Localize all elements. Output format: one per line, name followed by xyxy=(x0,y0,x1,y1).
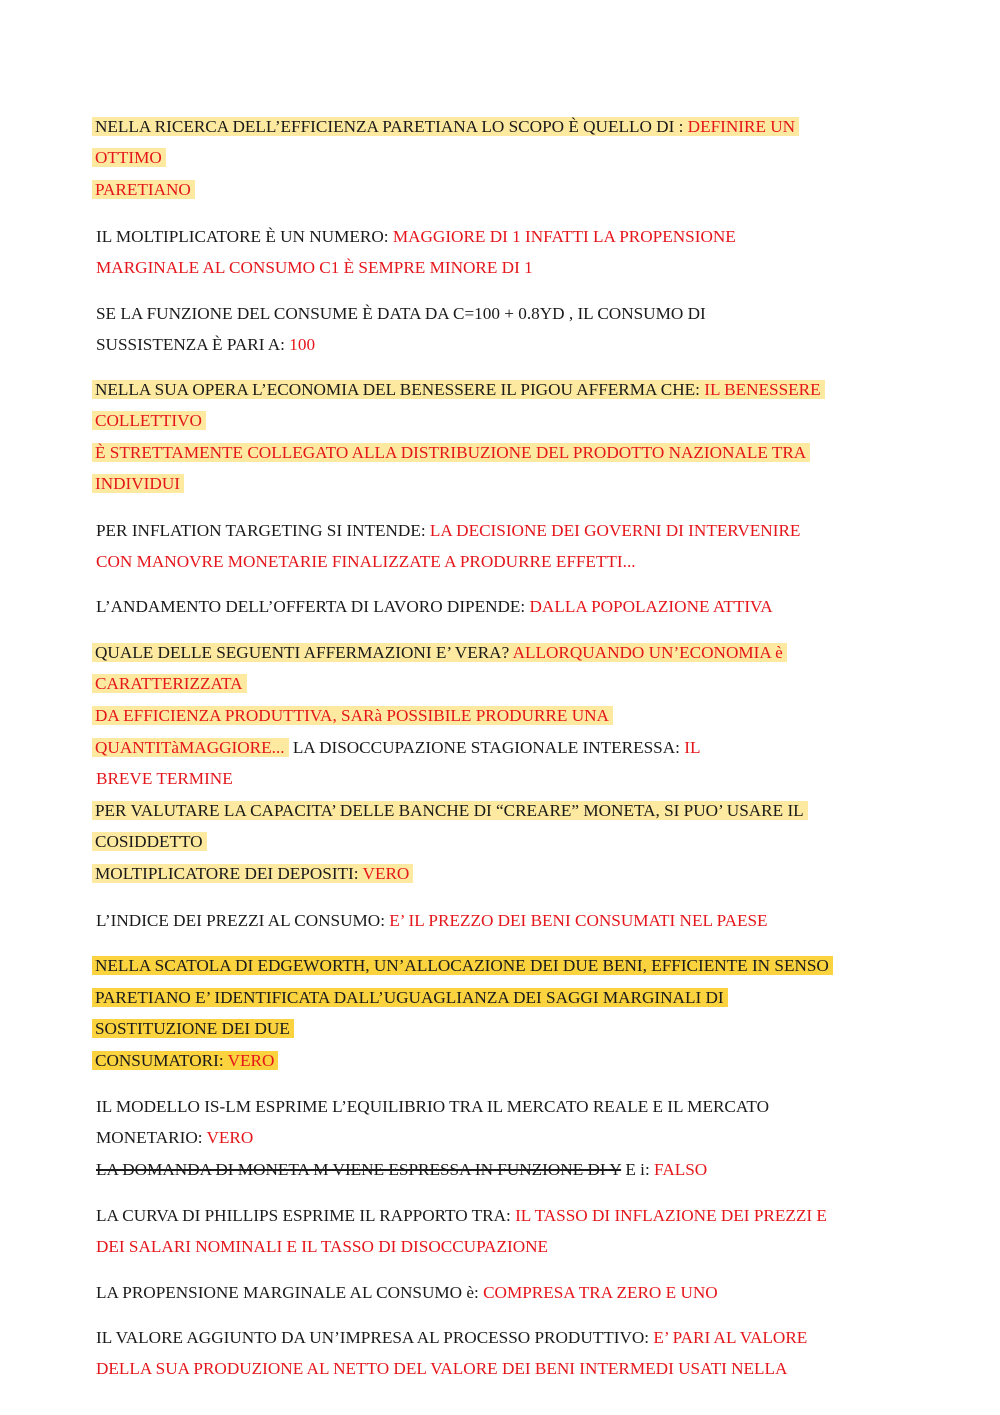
q4-line-2 xyxy=(92,409,206,433)
q8-line-2 xyxy=(96,767,233,791)
q13-question: E i: xyxy=(621,1160,655,1179)
q7-answer-cont: DA EFFICIENZA PRODUTTIVA, SARà POSSIBILE PRODURRE UNA xyxy=(92,706,613,725)
q11-line-4 xyxy=(92,1049,278,1073)
q3-answer: 100 xyxy=(289,335,316,354)
q11-question-cont: SOSTITUZIONE DEI DUE xyxy=(92,1019,294,1038)
q11-highlight xyxy=(92,1051,278,1070)
q7-question: QUALE DELLE SEGUENTI AFFERMAZIONI E’ VERA? xyxy=(95,643,513,662)
q9-question-cont: MOLTIPLICATORE DEI DEPOSITI: xyxy=(95,864,363,883)
q16-question: IL VALORE AGGIUNTO DA UN’IMPRESA AL PROCESSO PRODUTTIVO: xyxy=(96,1328,654,1347)
q8-question: LA DISOCCUPAZIONE STAGIONALE INTERESSA: xyxy=(288,738,685,757)
q3-line-2 xyxy=(96,333,315,357)
q4-highlight xyxy=(92,380,825,399)
q8-answer-cont: BREVE TERMINE xyxy=(96,769,233,788)
q4-answer-cont: COLLETTIVO xyxy=(92,411,206,430)
q4-line-1 xyxy=(92,378,825,402)
q1-line-3 xyxy=(92,178,195,202)
q12-line-1 xyxy=(96,1095,769,1119)
q9-line-1 xyxy=(92,799,808,823)
q8-answer: IL xyxy=(684,738,701,757)
q15-line-1 xyxy=(96,1281,718,1305)
q9-line-3 xyxy=(92,862,413,886)
q12-question: IL MODELLO IS-LM ESPRIME L’EQUILIBRIO TRA IL MERCATO REALE E IL MERCATO xyxy=(96,1097,769,1116)
q5-answer: LA DECISIONE DEI GOVERNI DI INTERVENIRE xyxy=(429,521,801,540)
q7-answer: ALLORQUANDO UN’ECONOMIA è xyxy=(512,643,783,662)
q3-line-1 xyxy=(96,302,706,326)
q1-line-2 xyxy=(92,146,166,170)
q1-answer-cont: PARETIANO xyxy=(92,180,195,199)
q7-highlight xyxy=(92,643,787,662)
q13-answer: FALSO xyxy=(654,1160,708,1179)
q5-line-2 xyxy=(96,550,636,574)
q1-question: NELLA RICERCA DELL’EFFICIENZA PARETIANA LO SCOPO È QUELLO DI : xyxy=(95,117,688,136)
q6-answer: DALLA POPOLAZIONE ATTIVA xyxy=(529,597,773,616)
q4-answer: IL BENESSERE xyxy=(704,380,821,399)
q2-question: IL MOLTIPLICATORE È UN NUMERO: xyxy=(96,227,393,246)
q10-answer: E’ IL PREZZO DEI BENI CONSUMATI NEL PAESE xyxy=(389,911,768,930)
q3-question-cont: SUSSISTENZA È PARI A: xyxy=(96,335,290,354)
q2-answer: MAGGIORE DI 1 INFATTI LA PROPENSIONE xyxy=(392,227,736,246)
q1-answer: DEFINIRE UN xyxy=(687,117,796,136)
q3-question: SE LA FUNZIONE DEL CONSUME È DATA DA C=100 + 0.8YD , IL CONSUMO DI xyxy=(96,304,706,323)
q2-answer-cont: MARGINALE AL CONSUMO C1 È SEMPRE MINORE DI 1 xyxy=(96,258,533,277)
q7-q8-line xyxy=(92,736,700,760)
q15-question: LA PROPENSIONE MARGINALE AL CONSUMO è: xyxy=(96,1283,484,1302)
q11-question: NELLA SCATOLA DI EDGEWORTH, UN’ALLOCAZIONE DEI DUE BENI, EFFICIENTE IN SENSO xyxy=(92,956,833,975)
q12-question-cont: MONETARIO: xyxy=(96,1128,207,1147)
q13-question-struck: LA DOMANDA DI MONETA M VIENE ESPRESSA IN FUNZIONE DI Y xyxy=(96,1160,622,1179)
q9-highlight xyxy=(92,864,413,883)
q7-line-1 xyxy=(92,641,787,665)
q12-line-2 xyxy=(96,1126,253,1150)
q1-highlight xyxy=(92,117,799,136)
q5-line-1 xyxy=(96,519,800,543)
q6-line-1 xyxy=(96,595,773,619)
q1-answer-cont: OTTIMO xyxy=(92,148,166,167)
q15-answer: COMPRESA TRA ZERO E UNO xyxy=(483,1283,718,1302)
q11-question-cont: CONSUMATORI: xyxy=(95,1051,228,1070)
q16-line-1 xyxy=(96,1326,807,1350)
q2-line-1 xyxy=(96,225,736,249)
q4-question: NELLA SUA OPERA L’ECONOMIA DEL BENESSERE IL PIGOU AFFERMA CHE: xyxy=(95,380,705,399)
q13-line-1 xyxy=(96,1158,707,1182)
q11-line-3 xyxy=(92,1017,294,1041)
q14-line-1 xyxy=(96,1204,827,1228)
q7-line-2 xyxy=(92,672,247,696)
q5-answer-cont: CON MANOVRE MONETARIE FINALIZZATE A PRODURRE EFFETTI... xyxy=(96,552,636,571)
q14-answer-cont: DEI SALARI NOMINALI E IL TASSO DI DISOCCUPAZIONE xyxy=(96,1237,549,1256)
q14-answer: IL TASSO DI INFLAZIONE DEI PREZZI E xyxy=(515,1206,827,1225)
q16-answer: E’ PARI AL VALORE xyxy=(653,1328,808,1347)
q1-line-1 xyxy=(92,115,799,139)
q9-question-cont: COSIDDETTO xyxy=(92,832,207,851)
q4-answer-cont: È STRETTAMENTE COLLEGATO ALLA DISTRIBUZIONE DEL PRODOTTO NAZIONALE TRA xyxy=(92,443,810,462)
q14-line-2 xyxy=(96,1235,548,1259)
q4-line-3 xyxy=(92,441,810,465)
q9-line-2 xyxy=(92,830,207,854)
q4-answer-cont: INDIVIDUI xyxy=(92,474,184,493)
q10-line-1 xyxy=(96,909,768,933)
q7-line-3 xyxy=(92,704,613,728)
q10-question: L’INDICE DEI PREZZI AL CONSUMO: xyxy=(96,911,390,930)
q7-answer-cont: CARATTERIZZATA xyxy=(92,674,247,693)
q11-answer: VERO xyxy=(227,1051,275,1070)
q11-line-1 xyxy=(92,954,833,978)
q16-answer-cont: DELLA SUA PRODUZIONE AL NETTO DEL VALORE DEI BENI INTERMEDI USATI NELLA xyxy=(96,1359,788,1378)
q2-line-2 xyxy=(96,256,533,280)
q11-question-cont: PARETIANO E’ IDENTIFICATA DALL’UGUAGLIANZA DEI SAGGI MARGINALI DI xyxy=(92,988,728,1007)
q7-answer-cont: QUANTITàMAGGIORE... xyxy=(92,738,289,757)
q14-question: LA CURVA DI PHILLIPS ESPRIME IL RAPPORTO TRA: xyxy=(96,1206,516,1225)
q12-answer: VERO xyxy=(206,1128,254,1147)
q16-line-2 xyxy=(96,1357,787,1381)
q4-line-4 xyxy=(92,472,184,496)
q5-question: PER INFLATION TARGETING SI INTENDE: xyxy=(96,521,430,540)
q6-question: L’ANDAMENTO DELL’OFFERTA DI LAVORO DIPENDE: xyxy=(96,597,530,616)
q9-question: PER VALUTARE LA CAPACITA’ DELLE BANCHE DI “CREARE” MONETA, SI PUO’ USARE IL xyxy=(92,801,808,820)
q11-line-2 xyxy=(92,986,728,1010)
q9-answer: VERO xyxy=(362,864,410,883)
